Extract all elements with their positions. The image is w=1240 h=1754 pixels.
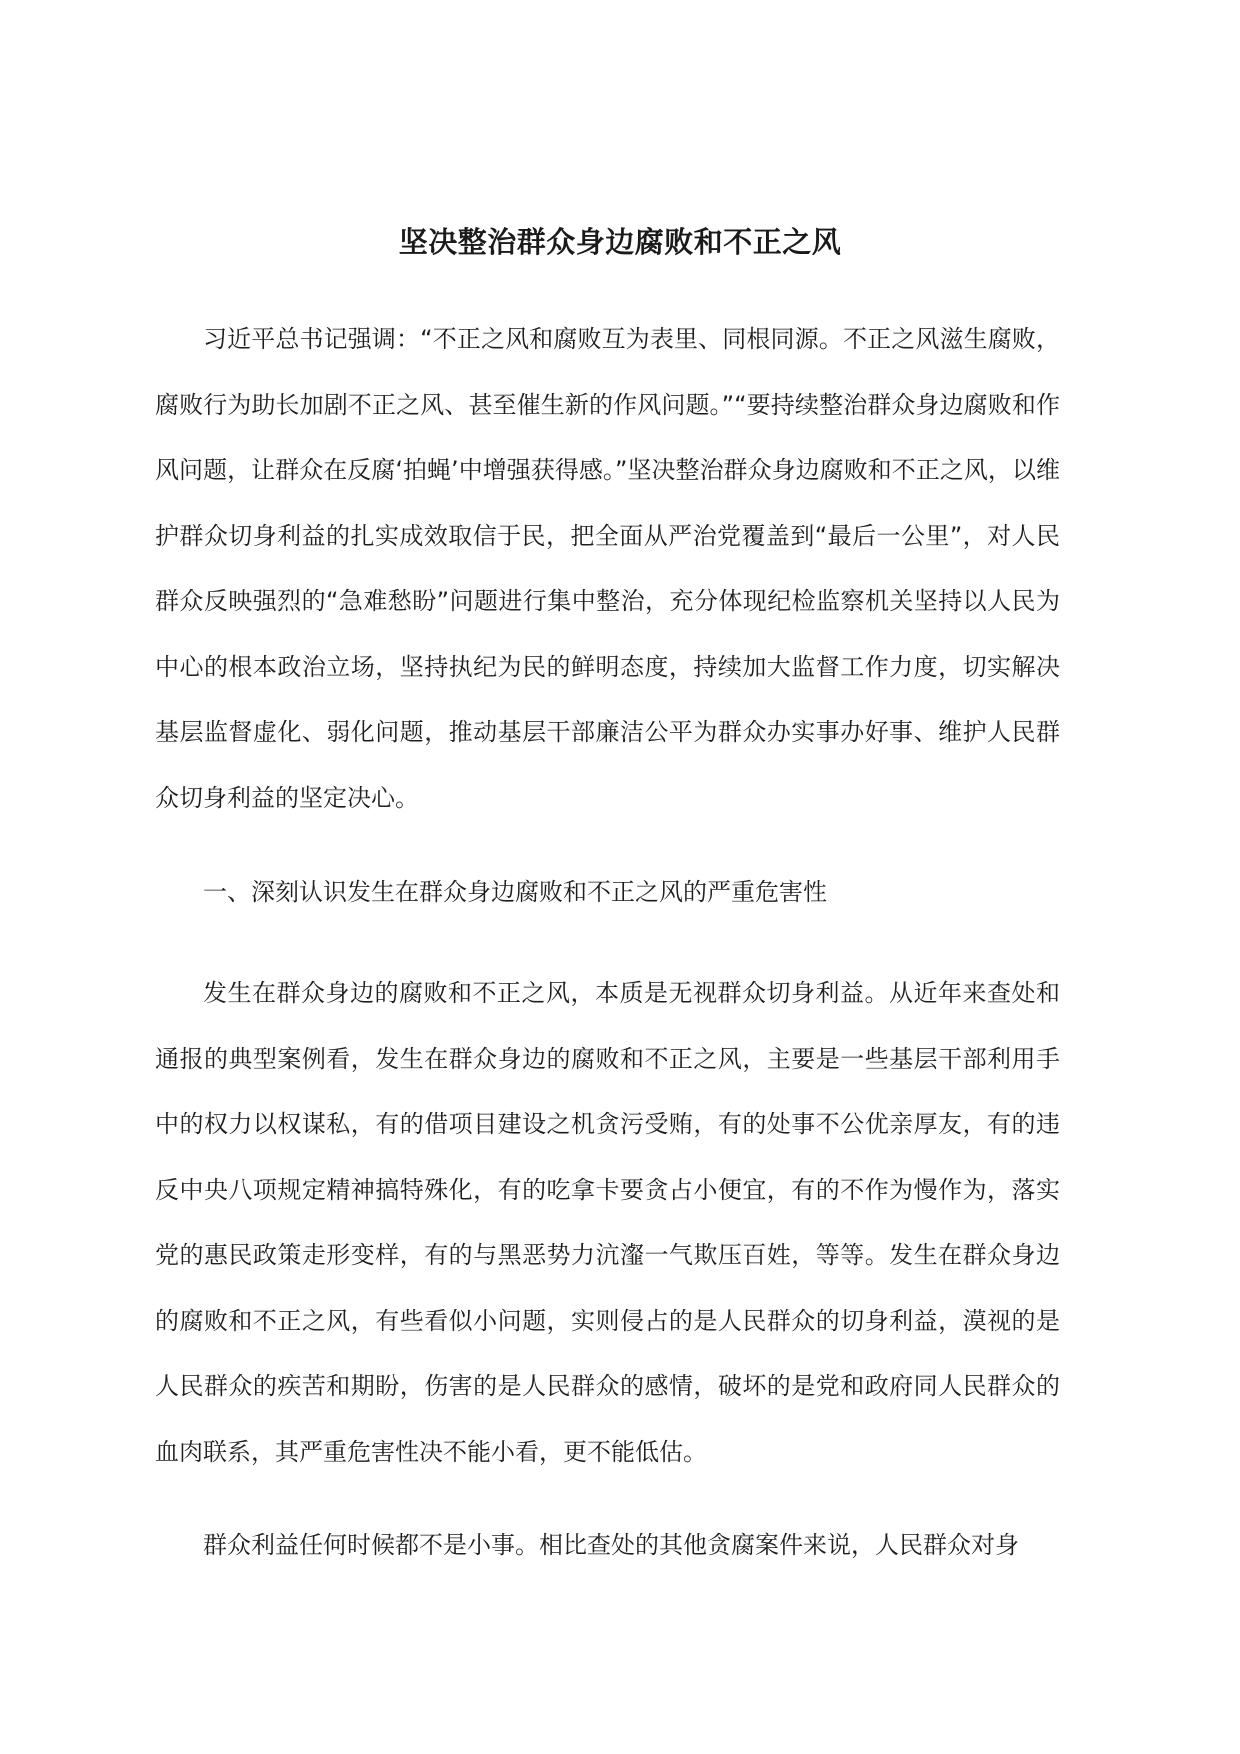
intro-paragraph: 习近平总书记强调：“不正之风和腐败互为表里、同根同源。不正之风滋生腐败，腐败行为助长加剧不正之风、甚至催生新的作风问题。”“要持续整治群众身边腐败和作风问题，让群众在反腐‘拍蝇’中增强获得感。”坚决整治群众身边腐败和不正之风，以维护群众切身利益的扎实成效取信于民，把全面从严治党覆盖到“最后一公里”，对人民群众反映强烈的“急难愁盼”问题进行集中整治，充分体现纪检监察机关坚持以人民为中心的根本政治立场，坚持执纪为民的鲜明态度，持续加大监督工作力度，切实解决基层监督虚化、弱化问题，推动基层干部廉洁公平为群众办实事办好事、维护人民群众切身利益的坚定决心。 bbox=[155, 325, 1060, 812]
body-paragraph-partial: 群众利益任何时候都不是小事。相比查处的其他贪腐案件来说，人民群众对身 bbox=[203, 1531, 1019, 1559]
section-heading: 一、深刻认识发生在群众身边腐败和不正之风的严重危害性 bbox=[203, 878, 827, 906]
document-title: 坚决整治群众身边腐败和不正之风 bbox=[398, 225, 842, 259]
body-paragraph: 发生在群众身边的腐败和不正之风，本质是无视群众切身利益。从近年来查处和通报的典型案例看，发生在群众身边的腐败和不正之风，主要是一些基层干部利用手中的权力以权谋私，有的借项目建设之机贪污受贿，有的处事不公优亲厚友，有的违反中央八项规定精神搞特殊化，有的吃拿卡要贪占小便宜，有的不作为慢作为，落实党的惠民政策走形变样，有的与黑恶势力沆瀣一气欺压百姓，等等。发生在群众身边的腐败和不正之风，有些看似小问题，实则侵占的是人民群众的切身利益，漠视的是人民群众的疾苦和期盼，伤害的是人民群众的感情，破坏的是党和政府同人民群众的血肉联系，其严重危害性决不能小看，更不能低估。 bbox=[155, 979, 1060, 1466]
